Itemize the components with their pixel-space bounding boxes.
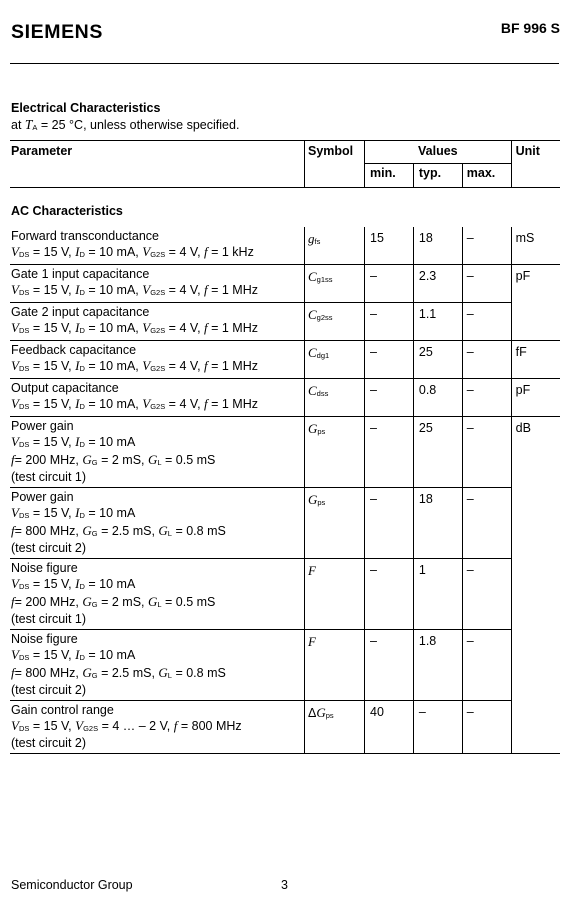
unit-cell: fF [511, 341, 560, 379]
symbol-cell: $C_{dss}$ [305, 379, 365, 417]
max-cell: – [462, 265, 511, 303]
parameter-cell [10, 701, 305, 754]
symbol-cell: F [305, 630, 365, 701]
unit-cell: pF [511, 265, 560, 303]
test-condition: $V_{DS} = 15$ V, $I_D = 10$ mA [11, 576, 136, 591]
test-condition: f= 800 MHz, $G_G = 2.5$ mS, $G_L = 0.8$ mS [11, 665, 226, 680]
unit-cell [511, 630, 560, 701]
symbol-cell: $G_{ps}$ [305, 417, 365, 488]
max-cell: – [462, 701, 511, 754]
min-cell: – [365, 559, 414, 630]
header-divider [10, 63, 559, 64]
unit-cell: pF [511, 379, 560, 417]
min-cell: – [365, 630, 414, 701]
test-condition: $V_{DS} = 15$ V, $I_D = 10$ mA, $V_{G2S} = 4$ V, f = 1 MHz [11, 396, 259, 411]
parameter-name: Noise figure [11, 632, 78, 646]
parameter-name: Gate 1 input capacitance [11, 267, 150, 281]
parameter-cell [10, 265, 305, 303]
parameter-name: Power gain [11, 490, 74, 504]
typ-cell: 1.1 [413, 303, 462, 341]
unit-cell: mS [511, 227, 560, 265]
header-parameter: Parameter [11, 144, 73, 158]
header-max: max. [462, 164, 511, 188]
parameter-name: Power gain [11, 419, 74, 433]
parameter-name: Gate 2 input capacitance [11, 305, 150, 319]
min-cell: – [365, 488, 414, 559]
symbol-cell: $C_{g2ss}$ [305, 303, 365, 341]
max-cell: – [462, 630, 511, 701]
parameter-cell [10, 417, 305, 488]
test-condition: $V_{DS} = 15$ V, $I_D = 10$ mA, $V_{G2S} = 4$ V, f = 1 MHz [11, 320, 259, 335]
min-cell: – [365, 379, 414, 417]
test-condition: $V_{DS} = 15$ V, $I_D = 10$ mA, $V_{G2S} = 4$ V, f = 1 kHz [11, 244, 254, 259]
unit-cell [511, 303, 560, 341]
table-row [10, 701, 560, 754]
test-condition: $V_{DS} = 15$ V, $I_D = 10$ mA [11, 505, 136, 520]
table-row [10, 417, 560, 488]
table-header-row [10, 141, 560, 164]
symbol-cell: F [305, 559, 365, 630]
max-cell: – [462, 559, 511, 630]
parameter-cell [10, 227, 305, 265]
table-row [10, 379, 560, 417]
table-row [10, 630, 560, 701]
section-title: Electrical Characteristics [11, 101, 161, 115]
symbol-cell: $\Delta G_{ps}$ [305, 701, 365, 754]
test-condition: (test circuit 2) [11, 736, 87, 750]
group-title: AC Characteristics [11, 204, 123, 218]
parameter-name: Gain control range [11, 703, 114, 717]
max-cell: – [462, 227, 511, 265]
min-cell: – [365, 265, 414, 303]
header-values: Values [365, 141, 512, 164]
group-title-row [10, 188, 560, 228]
section-subtitle: at $T_A = 25$ °C, unless otherwise specified. [11, 117, 240, 132]
min-cell: – [365, 341, 414, 379]
test-condition: (test circuit 2) [11, 541, 87, 555]
brand-logo: SIEMENS [11, 21, 103, 43]
test-condition: $V_{DS} = 15$ V, $V_{G2S} = 4$ … – 2 V, f = 800 MHz [11, 718, 242, 733]
test-condition: $V_{DS} = 15$ V, $I_D = 10$ mA [11, 434, 136, 449]
unit-cell: dB [511, 417, 560, 488]
typ-cell: 0.8 [413, 379, 462, 417]
unit-cell [511, 488, 560, 559]
max-cell: – [462, 488, 511, 559]
typ-cell: – [413, 701, 462, 754]
parameter-cell [10, 630, 305, 701]
test-condition: $V_{DS} = 15$ V, $I_D = 10$ mA [11, 647, 136, 662]
symbol-cell: $G_{ps}$ [305, 488, 365, 559]
test-condition: $V_{DS} = 15$ V, $I_D = 10$ mA, $V_{G2S} = 4$ V, f = 1 MHz [11, 282, 259, 297]
parameter-cell [10, 559, 305, 630]
parameter-name: Noise figure [11, 561, 78, 575]
symbol-cell: $C_{dg1}$ [305, 341, 365, 379]
symbol-cell: $g_{fs}$ [305, 227, 365, 265]
typ-cell: 18 [413, 488, 462, 559]
header-symbol: Symbol [305, 141, 365, 188]
typ-cell: 1 [413, 559, 462, 630]
parameter-cell [10, 488, 305, 559]
header-unit: Unit [511, 141, 560, 188]
table-row [10, 341, 560, 379]
typ-cell: 25 [413, 417, 462, 488]
parameter-name: Output capacitance [11, 381, 119, 395]
min-cell: 15 [365, 227, 414, 265]
table-row [10, 559, 560, 630]
test-condition: (test circuit 2) [11, 683, 87, 697]
max-cell: – [462, 379, 511, 417]
test-condition: $V_{DS} = 15$ V, $I_D = 10$ mA, $V_{G2S} = 4$ V, f = 1 MHz [11, 358, 259, 373]
parameter-cell [10, 341, 305, 379]
footer-label: Semiconductor Group [11, 878, 133, 892]
max-cell: – [462, 303, 511, 341]
test-condition: f= 200 MHz, $G_G = 2$ mS, $G_L = 0.5$ mS [11, 452, 216, 467]
min-cell: – [365, 303, 414, 341]
min-cell: 40 [365, 701, 414, 754]
test-condition: f= 800 MHz, $G_G = 2.5$ mS, $G_L = 0.8$ mS [11, 523, 226, 538]
header-min: min. [365, 164, 414, 188]
parameter-name: Feedback capacitance [11, 343, 137, 357]
parameter-cell [10, 379, 305, 417]
parameter-cell [10, 303, 305, 341]
table-row [10, 227, 560, 265]
characteristics-table [10, 140, 560, 754]
max-cell: – [462, 417, 511, 488]
max-cell: – [462, 341, 511, 379]
typ-cell: 25 [413, 341, 462, 379]
symbol-cell: $C_{g1ss}$ [305, 265, 365, 303]
table-row [10, 488, 560, 559]
typ-cell: 18 [413, 227, 462, 265]
table-row [10, 265, 560, 303]
typ-cell: 1.8 [413, 630, 462, 701]
page-number: 3 [281, 878, 288, 892]
parameter-name: Forward transconductance [11, 229, 159, 243]
test-condition: (test circuit 1) [11, 612, 87, 626]
test-condition: (test circuit 1) [11, 470, 87, 484]
test-condition: f= 200 MHz, $G_G = 2$ mS, $G_L = 0.5$ mS [11, 594, 216, 609]
unit-cell [511, 701, 560, 754]
header-typ: typ. [413, 164, 462, 188]
part-number: BF 996 S [500, 20, 560, 36]
table-row [10, 303, 560, 341]
typ-cell: 2.3 [413, 265, 462, 303]
min-cell: – [365, 417, 414, 488]
unit-cell [511, 559, 560, 630]
